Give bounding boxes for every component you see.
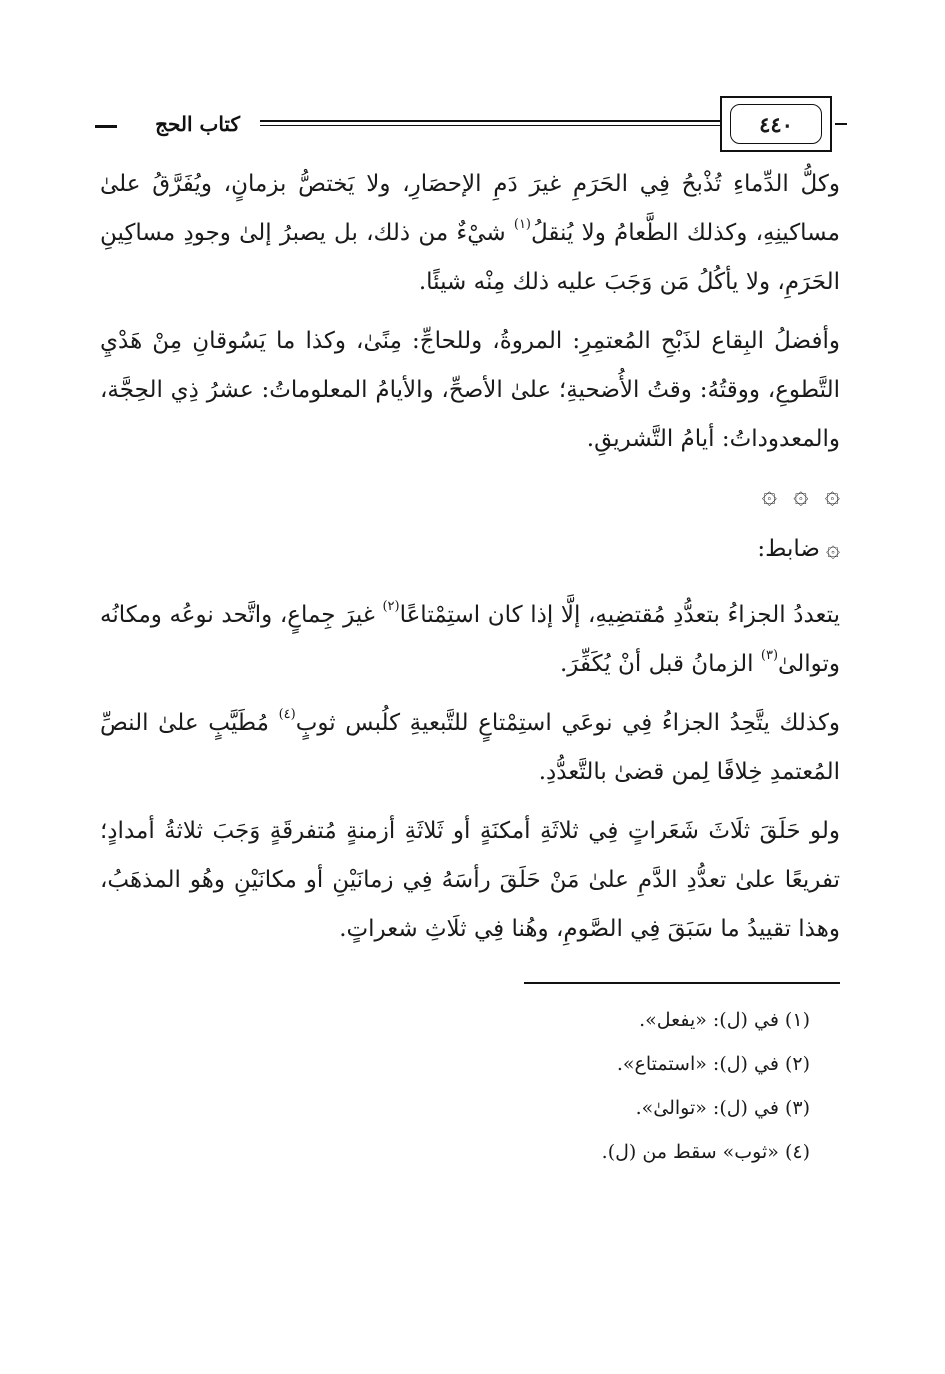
footnote-1: (١) في (ل): «يفعل». (639, 1009, 810, 1031)
paragraph-5-part-1: ولو حَلَقَ ثلَاثَ شَعَراتٍ فِي ثلاثَةِ أمكنَةٍ أو ثَلاثَةِ أزمنةٍ مُتفرقَةٍ وَجَبَ ثلاثةُ أمدادٍ؛ تفريعًا علىٰ تعدُّدِ الدَّمِ علىٰ مَنْ حَلَقَ رأسَهُ فِي زمانَيْنِ أو مكانَيْنِ وهُو المذهَبُ، وهذا تقييدُ ما سَبَقَ فِي الصَّومِ، وهُنا فِي ثلَاثِ شعراتٍ. (100, 818, 840, 942)
paragraph-3 (100, 591, 840, 689)
star-ornament-icon: ۞ (824, 480, 840, 510)
paragraph-5 (100, 807, 840, 954)
header-rule-right (835, 123, 847, 125)
paragraph-3-part-2: غيرَ جِماعٍ، واتَّحد نوعُه ومكانُه وتوالىٰ (100, 602, 840, 677)
page-number: ٤٤٠ (730, 104, 822, 144)
page-header (100, 90, 840, 160)
header-dash (95, 125, 117, 128)
footnote-separator (524, 982, 840, 984)
paragraph-2 (100, 317, 840, 464)
footnote-2: (٢) في (ل): «استمتاع». (616, 1053, 810, 1075)
section-title: ضابط: (757, 536, 820, 562)
paragraph-1-part-1: وكلُّ الدِّماءِ تُذْبحُ فِي الحَرَمِ غيرَ دَمِ الإحصَارِ، ولا يَختصُّ بزمانٍ، ويُفَرَّقُ علىٰ مساكينِهِ، وكذلك الطَّعامُ ولا يُنقلُ (100, 171, 840, 246)
paragraph-1-part-2: شيْءٌ من ذلك، بل يصبرُ إلىٰ وجودِ مساكِينِ الحَرَمِ، ولا يأكُلُ مَن وَجَبَ عليه ذلك مِنْه شيئًا. (100, 220, 840, 295)
book-page (100, 90, 840, 1174)
section-heading (100, 524, 840, 573)
paragraph-2-part-1: وأفضلُ البِقاع لذَبْحِ المُعتمِرِ: المروةُ، وللحاجِّ: مِنًىٰ، وكذا ما يَسُوقانِ مِنْ هَدْيِ التَّطوعِ، ووقتُهُ: وقتُ الأُضحيةِ؛ علىٰ الأصحِّ، والأيامُ المعلوماتُ: عشرُ ذِي الحِجَّة، والمعدوداتُ: أيامُ التَّشريقِ. (100, 328, 840, 452)
paragraph-4-part-2: مُطَيَّبٍ علىٰ النصِّ المُعتمدِ خِلافًا لِمن قضىٰ بالتَّعدُّدِ. (100, 710, 840, 785)
star-ornament-icon: ۞ (761, 480, 777, 510)
footnotes (100, 998, 840, 1174)
footnote-ref-3: (٣) (760, 648, 779, 663)
paragraph-3-part-1: يتعددُ الجزاءُ بتعدُّدِ مُقتضِيهِ، إلَّا إذا كان استِمْتاعًا (399, 602, 840, 628)
header-rule (260, 120, 720, 122)
footnote-ref-1: (١) (513, 217, 531, 232)
running-title: كتاب الحج (155, 112, 240, 136)
paragraph-3-part-3: الزمانُ قبل أنْ يُكَفِّرَ. (559, 651, 754, 677)
paragraph-4 (100, 699, 840, 797)
paragraph-4-part-1: وكذلك يتَّحِدُ الجزاءُ فِي نوعَي استِمْتاعٍ للتَّبعيةِ كلُبس ثوبٍ (295, 710, 841, 736)
star-ornament-icon: ۞ (793, 480, 809, 510)
main-text (100, 160, 840, 1174)
paragraph-1 (100, 160, 840, 307)
header-rule-thin (260, 125, 720, 126)
footnote-3: (٣) في (ل): «توالىٰ». (635, 1097, 810, 1119)
footnote-ref-4: (٤) (278, 707, 296, 722)
footnote-ref-2: (٢) (382, 599, 400, 614)
section-divider (100, 480, 840, 510)
footnote-4: (٤) «ثوب» سقط من (ل). (601, 1141, 810, 1163)
star-ornament-icon: ۞ (825, 534, 840, 562)
page-number-frame (720, 96, 832, 152)
